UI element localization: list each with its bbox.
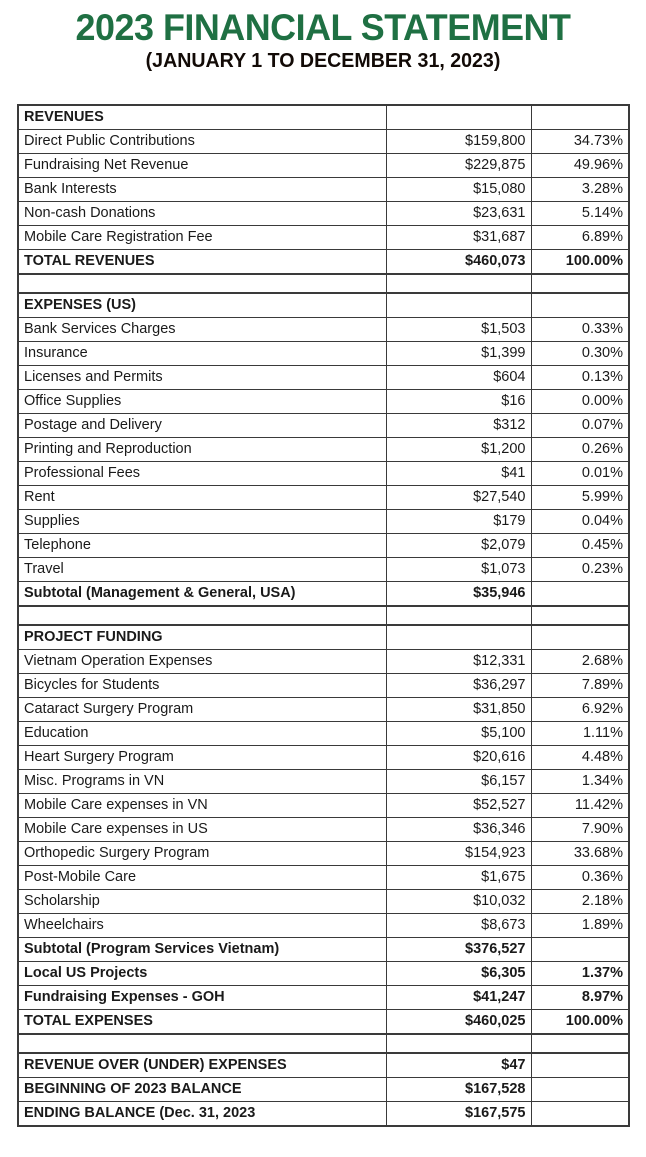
row-label-cell: Insurance bbox=[18, 342, 386, 366]
row-percent-cell: 0.07% bbox=[531, 414, 629, 438]
row-amount-cell: $16 bbox=[386, 390, 531, 414]
row-amount-cell: $47 bbox=[386, 1053, 531, 1078]
row-percent-cell: 5.99% bbox=[531, 486, 629, 510]
row-percent-cell: 0.13% bbox=[531, 366, 629, 390]
row-percent-cell: 49.96% bbox=[531, 154, 629, 178]
table-row bbox=[18, 698, 629, 722]
row-percent-cell bbox=[531, 274, 629, 293]
table-row bbox=[18, 770, 629, 794]
table-row bbox=[18, 510, 629, 534]
table-row bbox=[18, 650, 629, 674]
row-label-cell: Professional Fees bbox=[18, 462, 386, 486]
row-amount-cell: $5,100 bbox=[386, 722, 531, 746]
row-amount-cell: $229,875 bbox=[386, 154, 531, 178]
table-spacer-row bbox=[18, 606, 629, 625]
table-row bbox=[18, 1078, 629, 1102]
row-label-cell: Office Supplies bbox=[18, 390, 386, 414]
row-amount-cell: $154,923 bbox=[386, 842, 531, 866]
row-amount-cell: $159,800 bbox=[386, 130, 531, 154]
row-amount-cell: $23,631 bbox=[386, 202, 531, 226]
table-row bbox=[18, 438, 629, 462]
row-label-cell: Postage and Delivery bbox=[18, 414, 386, 438]
row-percent-cell: 0.23% bbox=[531, 558, 629, 582]
row-percent-cell: 1.37% bbox=[531, 962, 629, 986]
row-label-cell: Mobile Care Registration Fee bbox=[18, 226, 386, 250]
row-percent-cell bbox=[531, 1034, 629, 1053]
row-percent-cell bbox=[531, 1102, 629, 1127]
table-row bbox=[18, 1053, 629, 1078]
table-row bbox=[18, 1102, 629, 1127]
row-amount-cell: $2,079 bbox=[386, 534, 531, 558]
table-row bbox=[18, 414, 629, 438]
row-amount-cell bbox=[386, 625, 531, 650]
row-label-cell: REVENUES bbox=[18, 105, 386, 130]
row-amount-cell: $460,025 bbox=[386, 1010, 531, 1035]
row-amount-cell: $460,073 bbox=[386, 250, 531, 275]
row-label-cell: Heart Surgery Program bbox=[18, 746, 386, 770]
row-amount-cell: $15,080 bbox=[386, 178, 531, 202]
table-row bbox=[18, 914, 629, 938]
table-row bbox=[18, 1010, 629, 1035]
row-percent-cell: 100.00% bbox=[531, 250, 629, 275]
row-label-cell bbox=[18, 274, 386, 293]
row-label-cell: Post-Mobile Care bbox=[18, 866, 386, 890]
row-amount-cell: $31,687 bbox=[386, 226, 531, 250]
row-percent-cell: 5.14% bbox=[531, 202, 629, 226]
row-label-cell: Wheelchairs bbox=[18, 914, 386, 938]
row-label-cell: Telephone bbox=[18, 534, 386, 558]
row-percent-cell: 3.28% bbox=[531, 178, 629, 202]
row-amount-cell: $1,073 bbox=[386, 558, 531, 582]
table-row bbox=[18, 818, 629, 842]
row-label-cell: Scholarship bbox=[18, 890, 386, 914]
row-percent-cell: 6.92% bbox=[531, 698, 629, 722]
table-row bbox=[18, 390, 629, 414]
table-row bbox=[18, 534, 629, 558]
row-amount-cell: $10,032 bbox=[386, 890, 531, 914]
document-heading bbox=[0, 0, 646, 73]
table-row bbox=[18, 962, 629, 986]
row-amount-cell: $27,540 bbox=[386, 486, 531, 510]
row-label-cell: BEGINNING OF 2023 BALANCE bbox=[18, 1078, 386, 1102]
row-amount-cell: $41 bbox=[386, 462, 531, 486]
financial-statement-table bbox=[17, 104, 630, 1127]
table-row bbox=[18, 250, 629, 275]
row-percent-cell: 6.89% bbox=[531, 226, 629, 250]
row-amount-cell: $6,305 bbox=[386, 962, 531, 986]
table-row bbox=[18, 130, 629, 154]
row-percent-cell: 7.89% bbox=[531, 674, 629, 698]
table-row bbox=[18, 794, 629, 818]
row-label-cell: PROJECT FUNDING bbox=[18, 625, 386, 650]
row-percent-cell bbox=[531, 1078, 629, 1102]
table-row bbox=[18, 866, 629, 890]
page-subtitle: (JANUARY 1 TO DECEMBER 31, 2023) bbox=[145, 50, 501, 73]
row-label-cell: Education bbox=[18, 722, 386, 746]
row-percent-cell bbox=[531, 625, 629, 650]
row-percent-cell bbox=[531, 582, 629, 607]
row-label-cell: Local US Projects bbox=[18, 962, 386, 986]
row-percent-cell bbox=[531, 606, 629, 625]
table-row bbox=[18, 366, 629, 390]
row-percent-cell bbox=[531, 105, 629, 130]
table-row bbox=[18, 293, 629, 318]
row-amount-cell: $1,200 bbox=[386, 438, 531, 462]
table-row bbox=[18, 154, 629, 178]
table-row bbox=[18, 842, 629, 866]
row-percent-cell: 1.89% bbox=[531, 914, 629, 938]
row-amount-cell bbox=[386, 274, 531, 293]
table-row bbox=[18, 462, 629, 486]
row-amount-cell: $6,157 bbox=[386, 770, 531, 794]
row-label-cell: Bicycles for Students bbox=[18, 674, 386, 698]
row-percent-cell: 1.34% bbox=[531, 770, 629, 794]
row-percent-cell: 0.45% bbox=[531, 534, 629, 558]
row-percent-cell: 8.97% bbox=[531, 986, 629, 1010]
row-label-cell: Non-cash Donations bbox=[18, 202, 386, 226]
table-row bbox=[18, 342, 629, 366]
row-label-cell: Fundraising Net Revenue bbox=[18, 154, 386, 178]
row-percent-cell bbox=[531, 293, 629, 318]
row-label-cell: Mobile Care expenses in US bbox=[18, 818, 386, 842]
row-label-cell: EXPENSES (US) bbox=[18, 293, 386, 318]
row-percent-cell: 0.26% bbox=[531, 438, 629, 462]
row-label-cell: Travel bbox=[18, 558, 386, 582]
table-spacer-row bbox=[18, 274, 629, 293]
row-percent-cell: 34.73% bbox=[531, 130, 629, 154]
table-row bbox=[18, 890, 629, 914]
row-percent-cell: 0.36% bbox=[531, 866, 629, 890]
row-label-cell: Licenses and Permits bbox=[18, 366, 386, 390]
row-amount-cell: $31,850 bbox=[386, 698, 531, 722]
table-row bbox=[18, 486, 629, 510]
row-label-cell: Subtotal (Management & General, USA) bbox=[18, 582, 386, 607]
row-label-cell: Supplies bbox=[18, 510, 386, 534]
row-amount-cell: $36,297 bbox=[386, 674, 531, 698]
row-percent-cell: 7.90% bbox=[531, 818, 629, 842]
row-amount-cell: $312 bbox=[386, 414, 531, 438]
row-label-cell: Direct Public Contributions bbox=[18, 130, 386, 154]
row-amount-cell: $604 bbox=[386, 366, 531, 390]
row-percent-cell: 2.68% bbox=[531, 650, 629, 674]
row-amount-cell: $179 bbox=[386, 510, 531, 534]
table-row bbox=[18, 938, 629, 962]
row-amount-cell: $20,616 bbox=[386, 746, 531, 770]
row-label-cell: TOTAL EXPENSES bbox=[18, 1010, 386, 1035]
row-amount-cell: $12,331 bbox=[386, 650, 531, 674]
row-amount-cell: $1,399 bbox=[386, 342, 531, 366]
row-label-cell bbox=[18, 1034, 386, 1053]
row-percent-cell: 100.00% bbox=[531, 1010, 629, 1035]
financial-table-container bbox=[17, 104, 628, 1127]
row-label-cell: REVENUE OVER (UNDER) EXPENSES bbox=[18, 1053, 386, 1078]
row-percent-cell: 33.68% bbox=[531, 842, 629, 866]
table-row bbox=[18, 674, 629, 698]
row-percent-cell: 2.18% bbox=[531, 890, 629, 914]
row-amount-cell: $8,673 bbox=[386, 914, 531, 938]
row-label-cell: Orthopedic Surgery Program bbox=[18, 842, 386, 866]
page-title: 2023 FINANCIAL STATEMENT bbox=[75, 7, 571, 48]
row-amount-cell bbox=[386, 606, 531, 625]
row-percent-cell: 0.04% bbox=[531, 510, 629, 534]
row-percent-cell bbox=[531, 1053, 629, 1078]
table-row bbox=[18, 986, 629, 1010]
row-label-cell bbox=[18, 606, 386, 625]
row-percent-cell: 0.00% bbox=[531, 390, 629, 414]
table-row bbox=[18, 226, 629, 250]
row-label-cell: Vietnam Operation Expenses bbox=[18, 650, 386, 674]
table-spacer-row bbox=[18, 1034, 629, 1053]
row-percent-cell: 4.48% bbox=[531, 746, 629, 770]
row-amount-cell: $167,528 bbox=[386, 1078, 531, 1102]
table-row bbox=[18, 558, 629, 582]
row-amount-cell bbox=[386, 105, 531, 130]
table-row bbox=[18, 582, 629, 607]
table-row bbox=[18, 178, 629, 202]
row-percent-cell bbox=[531, 938, 629, 962]
row-label-cell: Mobile Care expenses in VN bbox=[18, 794, 386, 818]
row-percent-cell: 11.42% bbox=[531, 794, 629, 818]
table-row bbox=[18, 625, 629, 650]
row-amount-cell: $376,527 bbox=[386, 938, 531, 962]
row-amount-cell bbox=[386, 293, 531, 318]
table-row bbox=[18, 722, 629, 746]
row-label-cell: Printing and Reproduction bbox=[18, 438, 386, 462]
table-row bbox=[18, 202, 629, 226]
row-label-cell: ENDING BALANCE (Dec. 31, 2023 bbox=[18, 1102, 386, 1127]
row-label-cell: Fundraising Expenses - GOH bbox=[18, 986, 386, 1010]
table-row bbox=[18, 318, 629, 342]
row-amount-cell: $52,527 bbox=[386, 794, 531, 818]
row-label-cell: Bank Services Charges bbox=[18, 318, 386, 342]
row-amount-cell: $35,946 bbox=[386, 582, 531, 607]
row-label-cell: TOTAL REVENUES bbox=[18, 250, 386, 275]
row-label-cell: Rent bbox=[18, 486, 386, 510]
row-percent-cell: 1.11% bbox=[531, 722, 629, 746]
row-amount-cell: $36,346 bbox=[386, 818, 531, 842]
row-label-cell: Misc. Programs in VN bbox=[18, 770, 386, 794]
row-amount-cell: $167,575 bbox=[386, 1102, 531, 1127]
table-row bbox=[18, 105, 629, 130]
row-percent-cell: 0.30% bbox=[531, 342, 629, 366]
row-percent-cell: 0.33% bbox=[531, 318, 629, 342]
row-label-cell: Bank Interests bbox=[18, 178, 386, 202]
table-row bbox=[18, 746, 629, 770]
row-amount-cell bbox=[386, 1034, 531, 1053]
row-label-cell: Subtotal (Program Services Vietnam) bbox=[18, 938, 386, 962]
row-amount-cell: $1,675 bbox=[386, 866, 531, 890]
row-amount-cell: $1,503 bbox=[386, 318, 531, 342]
row-amount-cell: $41,247 bbox=[386, 986, 531, 1010]
row-label-cell: Cataract Surgery Program bbox=[18, 698, 386, 722]
row-percent-cell: 0.01% bbox=[531, 462, 629, 486]
